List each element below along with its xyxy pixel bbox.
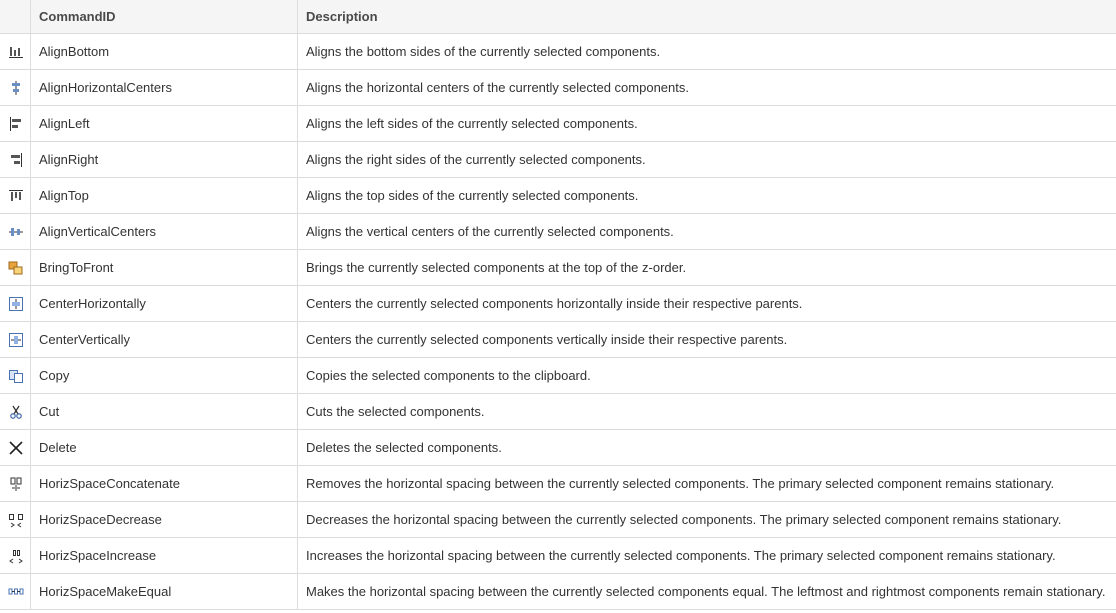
description-cell: Removes the horizontal spacing between the currently selected components. The primary selected component remains stationary. [298, 466, 1116, 502]
command-id-cell: Copy [31, 358, 298, 394]
command-icon-cell [0, 250, 31, 286]
command-icon-cell [0, 70, 31, 106]
description-column-header: Description [298, 0, 1116, 34]
command-icon-cell [0, 322, 31, 358]
table-row [0, 394, 1116, 430]
command-icon-cell [0, 502, 31, 538]
description-cell: Increases the horizontal spacing between the currently selected components. The primary selected component remains stationary. [298, 538, 1116, 574]
description-cell: Aligns the top sides of the currently selected components. [298, 178, 1116, 214]
description-cell: Centers the currently selected components vertically inside their respective parents. [298, 322, 1116, 358]
table-row [0, 286, 1116, 322]
command-id-cell: AlignLeft [31, 106, 298, 142]
command-icon-cell [0, 358, 31, 394]
description-cell: Aligns the bottom sides of the currently selected components. [298, 34, 1116, 70]
table-row [0, 430, 1116, 466]
command-id-cell: HorizSpaceMakeEqual [31, 574, 298, 610]
description-cell: Makes the horizontal spacing between the currently selected components equal. The leftmost and rightmost components remain stationary. [298, 574, 1116, 610]
command-icon-cell [0, 214, 31, 250]
description-cell: Decreases the horizontal spacing between the currently selected components. The primary selected component remains stationary. [298, 502, 1116, 538]
command-icon-cell [0, 178, 31, 214]
description-cell: Deletes the selected components. [298, 430, 1116, 466]
description-cell: Aligns the left sides of the currently selected components. [298, 106, 1116, 142]
command-icon-cell [0, 430, 31, 466]
command-icon-cell [0, 142, 31, 178]
align-top-icon [8, 187, 24, 202]
description-cell: Centers the currently selected components horizontally inside their respective parents. [298, 286, 1116, 322]
delete-icon [8, 439, 24, 454]
command-id-cell: HorizSpaceIncrease [31, 538, 298, 574]
command-id-cell: CenterVertically [31, 322, 298, 358]
table-row [0, 178, 1116, 214]
command-id-cell: AlignVerticalCenters [31, 214, 298, 250]
align-right-icon [8, 151, 24, 166]
command-icon-cell [0, 394, 31, 430]
command-id-cell: AlignBottom [31, 34, 298, 70]
description-cell: Brings the currently selected components at the top of the z-order. [298, 250, 1116, 286]
table-row [0, 538, 1116, 574]
table-row [0, 502, 1116, 538]
command-id-cell: CenterHorizontally [31, 286, 298, 322]
table-row [0, 466, 1116, 502]
table-row [0, 250, 1116, 286]
table-row [0, 358, 1116, 394]
table-row [0, 214, 1116, 250]
command-id-cell: AlignTop [31, 178, 298, 214]
cut-icon [8, 403, 24, 418]
table-header-row [0, 0, 1116, 34]
description-cell: Aligns the vertical centers of the currently selected components. [298, 214, 1116, 250]
table-row [0, 106, 1116, 142]
command-id-cell: HorizSpaceConcatenate [31, 466, 298, 502]
horiz-space-concatenate-icon [8, 475, 24, 490]
command-icon-cell [0, 466, 31, 502]
command-id-column-header: CommandID [31, 0, 298, 34]
command-icon-cell [0, 286, 31, 322]
command-icon-cell [0, 106, 31, 142]
bring-to-front-icon [8, 259, 24, 274]
align-bottom-icon [8, 43, 24, 58]
center-horizontally-icon [8, 295, 24, 310]
command-icon-cell [0, 538, 31, 574]
command-id-cell: BringToFront [31, 250, 298, 286]
command-id-cell: Delete [31, 430, 298, 466]
icon-column-header [0, 0, 31, 34]
align-horizontal-centers-icon [8, 79, 24, 94]
description-cell: Cuts the selected components. [298, 394, 1116, 430]
table-row [0, 574, 1116, 610]
command-id-cell: AlignHorizontalCenters [31, 70, 298, 106]
command-icon-cell [0, 574, 31, 610]
copy-icon [8, 367, 24, 382]
command-id-cell: Cut [31, 394, 298, 430]
table-row [0, 70, 1116, 106]
description-cell: Copies the selected components to the clipboard. [298, 358, 1116, 394]
center-vertically-icon [8, 331, 24, 346]
description-cell: Aligns the right sides of the currently selected components. [298, 142, 1116, 178]
command-id-cell: AlignRight [31, 142, 298, 178]
table-row [0, 322, 1116, 358]
table-row [0, 142, 1116, 178]
align-left-icon [8, 115, 24, 130]
horiz-space-decrease-icon [8, 511, 24, 526]
align-vertical-centers-icon [8, 223, 24, 238]
horiz-space-make-equal-icon [8, 583, 24, 598]
command-icon-cell [0, 34, 31, 70]
table-row [0, 34, 1116, 70]
description-cell: Aligns the horizontal centers of the currently selected components. [298, 70, 1116, 106]
horiz-space-increase-icon [8, 547, 24, 562]
command-id-cell: HorizSpaceDecrease [31, 502, 298, 538]
